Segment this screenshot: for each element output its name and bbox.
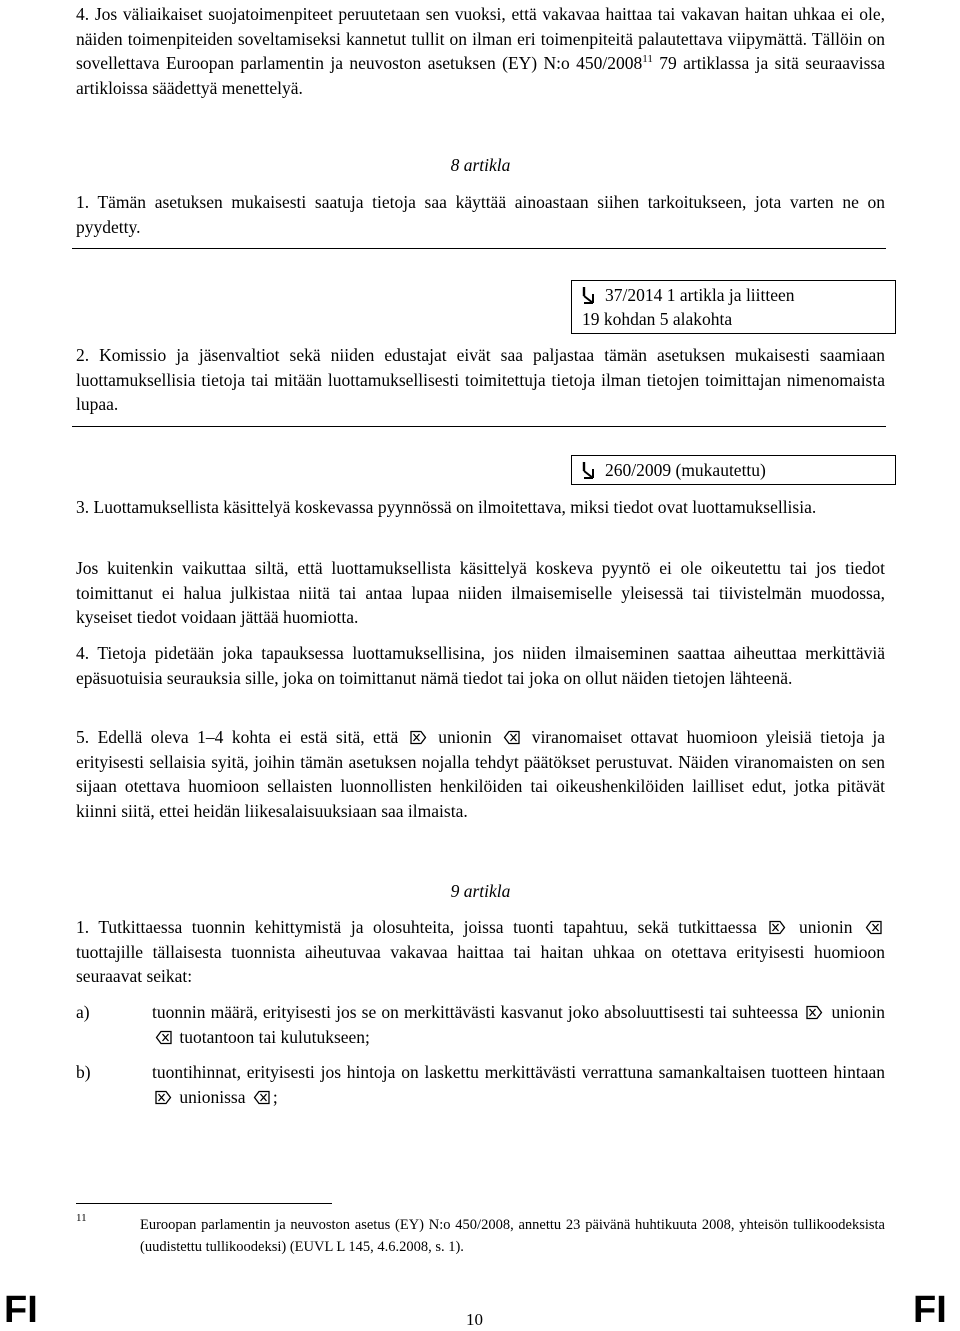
- article-8-title: 8 artikla: [450, 155, 511, 175]
- paragraph-4: 4. Jos väliaikaiset suojatoimenpiteet peruutetaan sen vuoksi, että vakavaa haittaa tai vakavan haitan uhkaa ei ole, näiden toimenpiteiden soveltamiseksi kannetut tullit on ilman eri toimenpiteitä palautettava viipymättä. Tällöin on sovellettava Euroopan parlamentin ja neuvoston asetuksen (EY) N:o 450/2008$^{11}$ 79 artiklassa ja sitä seuraavissa artikloissa säädettyä menettelyä.: [76, 4, 885, 98]
- delete-marker-icon: [253, 1090, 270, 1105]
- footnote-ref[interactable]: 11: [642, 53, 653, 66]
- divider: [72, 426, 886, 427]
- arrow-down-right-icon: [582, 461, 595, 479]
- item-b: tuontihinnat, erityisesti jos hintoja on laskettu merkittävästi verrattuna samankaltaisen tuotteen hintaan unionissa ;: [152, 1062, 885, 1107]
- page-number: 10: [466, 1310, 483, 1329]
- article-8-para-2: 2. Komissio ja jäsenvaltiot sekä niiden edustajat eivät saa paljastaa tämän asetuksen mukaisesti saamiaan luottamuksellisia tietoja tai mitään luottamuksellisesti toimitettuja tietoja ilman tietojen toimittajan nimenomaista lupaa.: [76, 345, 885, 414]
- article-8-para-4: 4. Tietoja pidetään joka tapauksessa luottamuksellisina, jos niiden ilmaiseminen saattaa aiheuttaa merkittäviä epäsuotuisia seurauksia sille, joka on toimittanut nämä tiedot tai joka on ollut näiden tietojen lähteenä.: [76, 643, 885, 688]
- article-8-para-1: 1. Tämän asetuksen mukaisesti saatuja tietoja saa käyttää ainoastaan siihen tarkoitukseen, jota varten ne on pyydetty.: [76, 192, 885, 237]
- article-9-para-1: 1. Tutkittaessa tuonnin kehittymistä ja olosuhteita, joissa tuonti tapahtuu, sekä tutkittaessa unionin tuottajille tällaisesta tuonnista aiheutuvaa vakavaa haittaa tai haitan uhkaa on otettava erityisesti huomioon seuraavat seikat:: [76, 917, 885, 986]
- footnote-number: 11: [76, 1212, 87, 1224]
- language-code-right: FI: [913, 1289, 947, 1331]
- source-box-260-2009: 260/2009 (mukautettu): [571, 455, 896, 485]
- item-a-label: a): [76, 1002, 90, 1022]
- delete-marker-icon: [155, 1030, 172, 1045]
- article-8-para-3b: Jos kuitenkin vaikuttaa siltä, että luottamuksellista käsittelyä koskeva pyyntö ei ole oikeutettu tai jos tiedot toimittanut ei halua julkistaa niitä tai antaa lupaa niiden ilmaisemiselle yleisessä tai tiivistelmän muodossa, kyseiset tiedot voidaan jättää huomiotta.: [76, 558, 885, 627]
- delete-marker-icon: [503, 730, 520, 745]
- footnote-text: Euroopan parlamentin ja neuvoston asetus (EY) N:o 450/2008, annettu 23 päivänä huhtikuuta 2008, yhteisön tullikoodeksista (uudistettu tullikoodeksi) (EUVL L 145, 4.6.2008, s. 1).: [140, 1217, 885, 1255]
- language-code-left: FI: [4, 1289, 38, 1331]
- item-a: tuonnin määrä, erityisesti jos se on merkittävästi kasvanut joko absoluuttisesti tai suhteessa unionin tuotantoon tai kulutukseen;: [152, 1002, 886, 1047]
- item-b-label: b): [76, 1062, 91, 1082]
- divider: [72, 248, 886, 249]
- source-box-37-2014: 37/2014 1 artikla ja liitteen 19 kohdan 5 alakohta: [571, 280, 896, 334]
- arrow-down-right-icon: [582, 286, 595, 304]
- insert-marker-icon: [806, 1005, 823, 1020]
- article-8-para-3: 3. Luottamuksellista käsittelyä koskevassa pyynnössä on ilmoitettava, miksi tiedot ovat luottamuksellisia.: [76, 497, 817, 517]
- insert-marker-icon: [410, 730, 427, 745]
- article-8-para-5: 5. Edellä oleva 1–4 kohta ei estä sitä, että unionin viranomaiset ottavat huomioon yleisiä tietoja ja erityisesti sellaisia syitä, joihin tämän asetuksen nojalla tehdyt päätökset perustuvat. Näiden viranomaisten on sen sijaan otettava huomioon sellaisten luonnollisten henkilöiden tai oikeushenkilöiden lailliset edut, jotka pitävät kiinni siitä, ettei heidän liikesalaisuuksiaan saa ilmaista.: [76, 727, 886, 821]
- delete-marker-icon: [865, 920, 882, 935]
- insert-marker-icon: [155, 1090, 172, 1105]
- footnote-separator: [76, 1203, 332, 1204]
- insert-marker-icon: [769, 920, 786, 935]
- article-9-title: 9 artikla: [450, 881, 511, 901]
